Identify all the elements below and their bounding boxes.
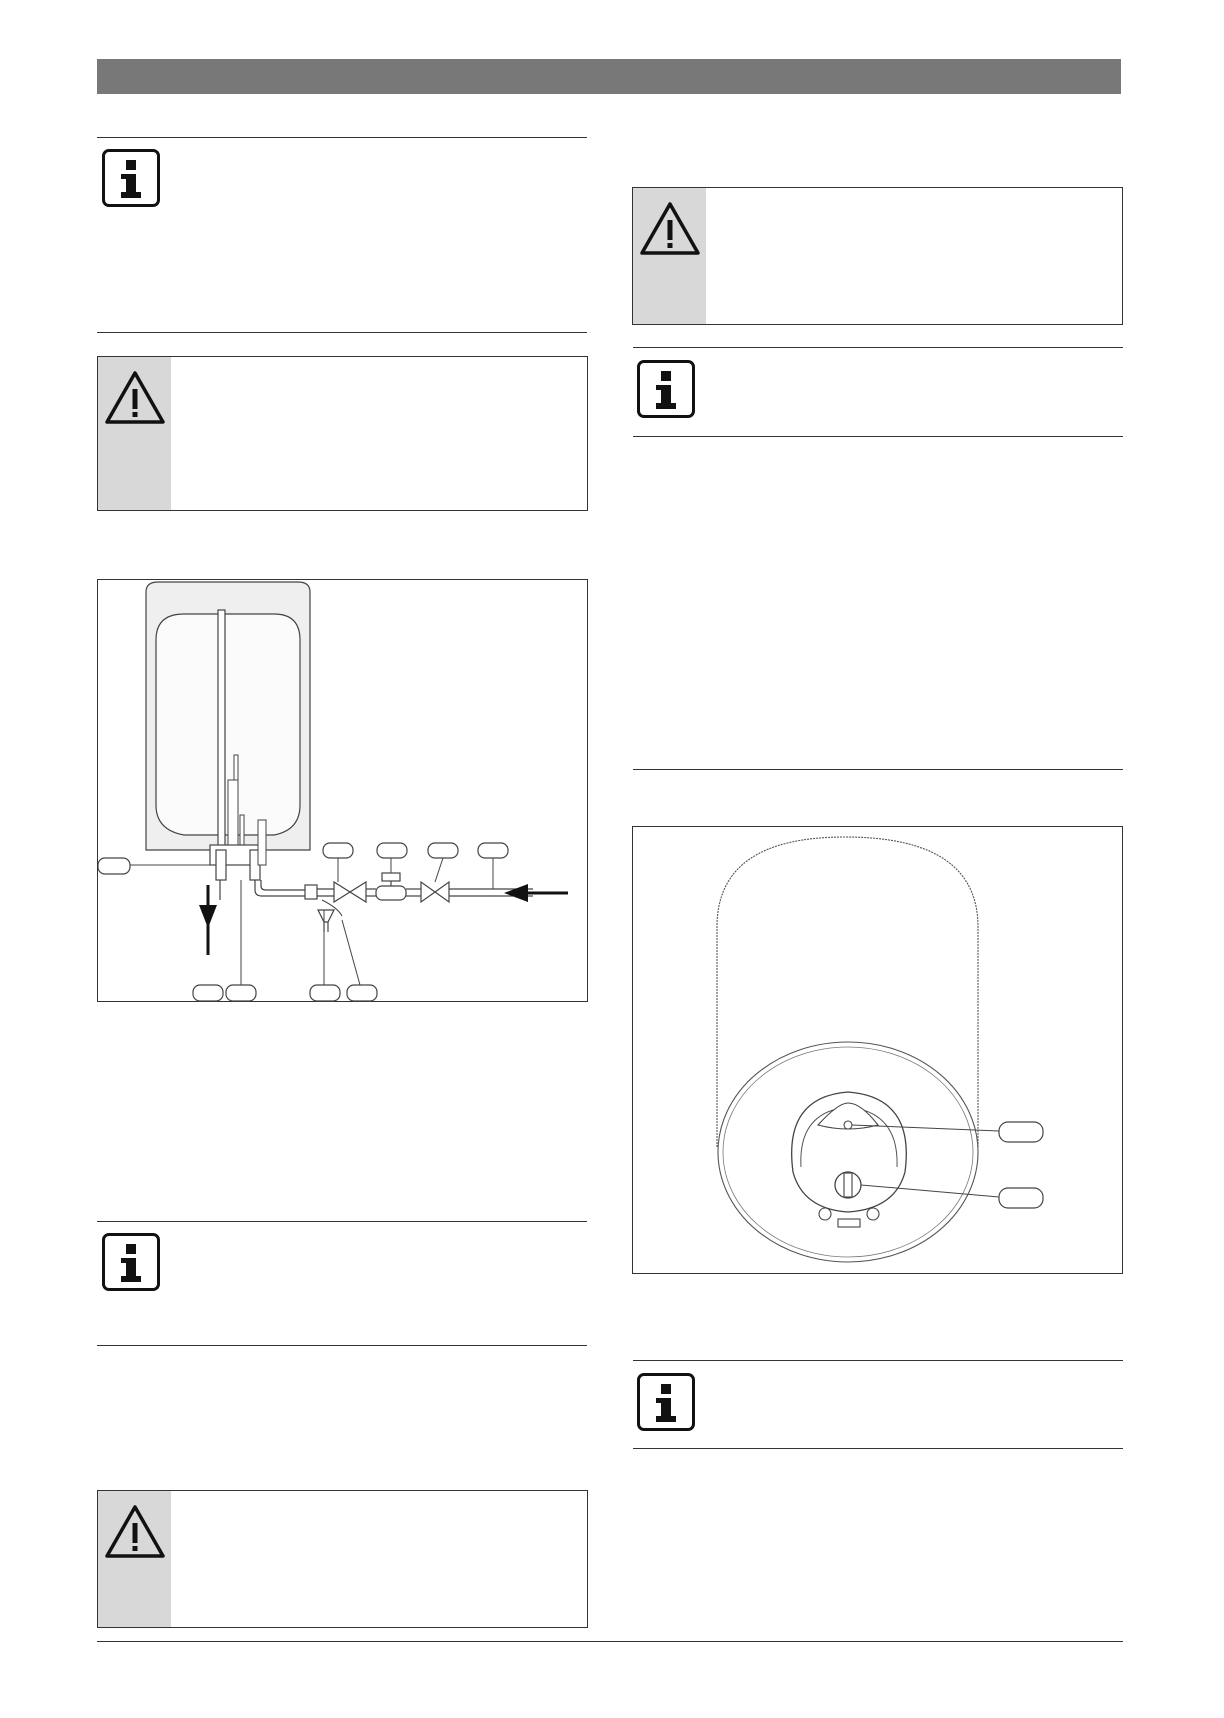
connection-diagram-drawing: [98, 580, 589, 1003]
bottom-view-drawing: [633, 827, 1124, 1275]
warning-triangle-icon: [103, 369, 167, 427]
section-rule: [97, 137, 587, 138]
info-icon: [637, 1373, 695, 1431]
info-icon: [102, 1233, 160, 1291]
header-bar: [97, 59, 1121, 94]
section-rule: [633, 347, 1123, 348]
section-rule: [633, 436, 1123, 437]
section-rule: [633, 769, 1123, 770]
info-icon: [102, 149, 160, 207]
footer-rule: [97, 1641, 1123, 1642]
warning-box: [97, 1490, 588, 1628]
section-rule: [633, 1360, 1123, 1361]
warning-box: [97, 356, 588, 511]
section-rule: [97, 332, 587, 333]
info-icon: [637, 360, 695, 418]
warning-triangle-icon: [638, 200, 702, 258]
section-rule: [633, 1448, 1123, 1449]
warning-triangle-icon: [103, 1503, 167, 1561]
section-rule: [97, 1221, 587, 1222]
water-heater-bottom-view: [632, 826, 1123, 1274]
water-heater-connection-diagram: [97, 579, 588, 1002]
section-rule: [97, 1345, 587, 1346]
warning-box: [632, 187, 1123, 325]
